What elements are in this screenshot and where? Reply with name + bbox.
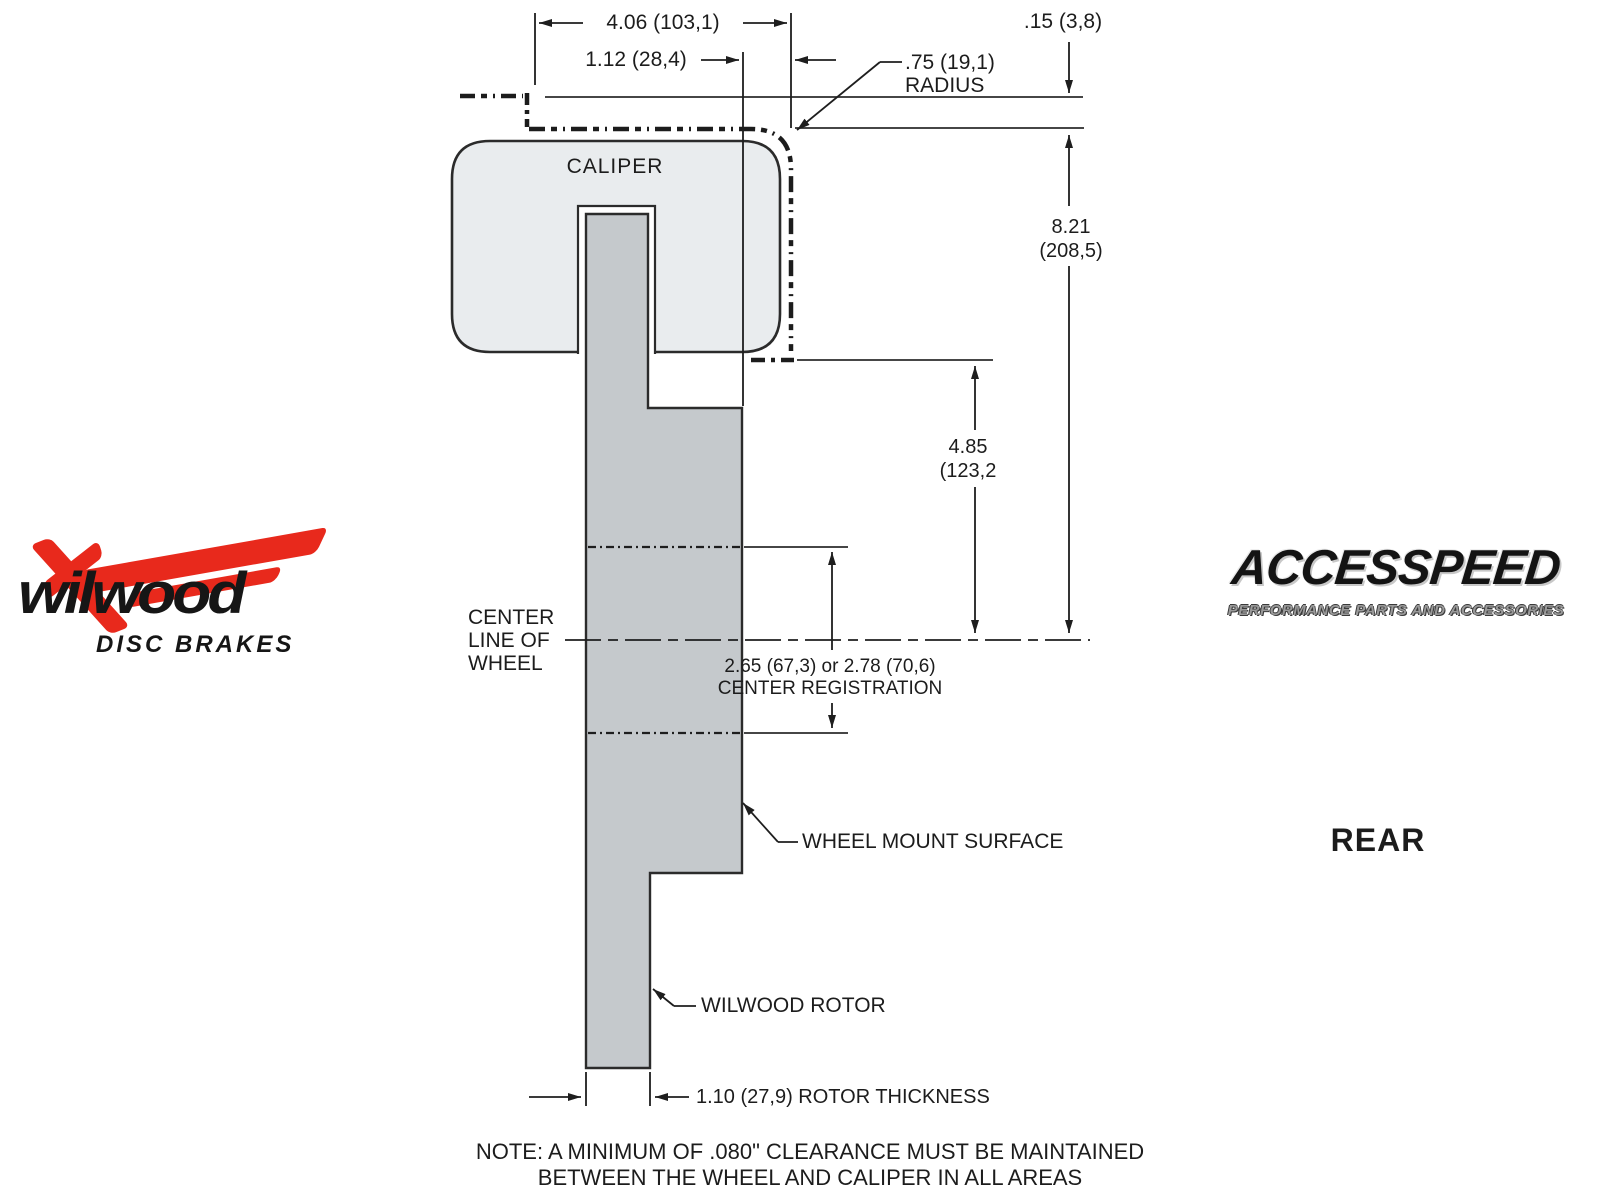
- radius-word: RADIUS: [905, 74, 985, 97]
- dim-label-mount-height: [898, 435, 1038, 483]
- radius-value: .75 (19,1): [905, 51, 995, 74]
- dim-label-total-height: [1001, 215, 1141, 263]
- note-line-2: BETWEEN THE WHEEL AND CALIPER IN ALL AREAS: [537, 1165, 1083, 1190]
- dim-label-rotor-thickness: 1.10 (27,9) ROTOR THICKNESS: [696, 1086, 990, 1108]
- accesspeed-logo: [1196, 540, 1596, 650]
- dim-label-registration: [680, 656, 980, 700]
- centerline-label-1: CENTER: [468, 606, 555, 629]
- note-line-1: NOTE: A MINIMUM OF .080" CLEARANCE MUST BE MAINTAINED: [475, 1139, 1145, 1164]
- leader-radius: [797, 62, 902, 130]
- centerline-label-3: WHEEL: [468, 652, 543, 675]
- dim-label-lip-clearance: .15 (3,8): [1023, 10, 1103, 33]
- leader-rotor: [653, 989, 696, 1006]
- dim-1-10: [529, 1072, 689, 1106]
- centerline-label: [468, 606, 554, 675]
- wilwood-rotor-label: WILWOOD ROTOR: [701, 994, 886, 1017]
- caliper-label: CALIPER: [566, 155, 664, 178]
- leader-wheel-mount: [743, 803, 798, 842]
- mount-height-in: 4.85: [948, 436, 988, 458]
- total-height-in: 8.21: [1051, 216, 1091, 238]
- dim-label-mount-offset: 1.12 (28,4): [585, 48, 687, 71]
- registration-word: CENTER REGISTRATION: [717, 678, 943, 699]
- total-height-mm: (208,5): [1039, 240, 1103, 262]
- wilwood-logo: [12, 536, 347, 671]
- wheel-mount-surface-label: WHEEL MOUNT SURFACE: [802, 830, 1064, 853]
- wilwood-wordmark: wilwood: [18, 559, 243, 627]
- clearance-note: [410, 1139, 1210, 1191]
- registration-values: 2.65 (67,3) or 2.78 (70,6): [724, 656, 936, 677]
- accesspeed-tagline: PERFORMANCE PARTS AND ACCESSORIES: [1227, 602, 1565, 619]
- accesspeed-wordmark: ACCESSPEED: [1229, 541, 1563, 595]
- wilwood-tagline: DISC BRAKES: [96, 631, 295, 658]
- dim-label-radius: [905, 51, 995, 97]
- dim-label-pocket-width: 4.06 (103,1): [606, 11, 720, 34]
- mount-height-mm: (123,2: [939, 460, 997, 482]
- centerline-label-2: LINE OF: [468, 629, 550, 652]
- position-label: REAR: [1330, 822, 1426, 858]
